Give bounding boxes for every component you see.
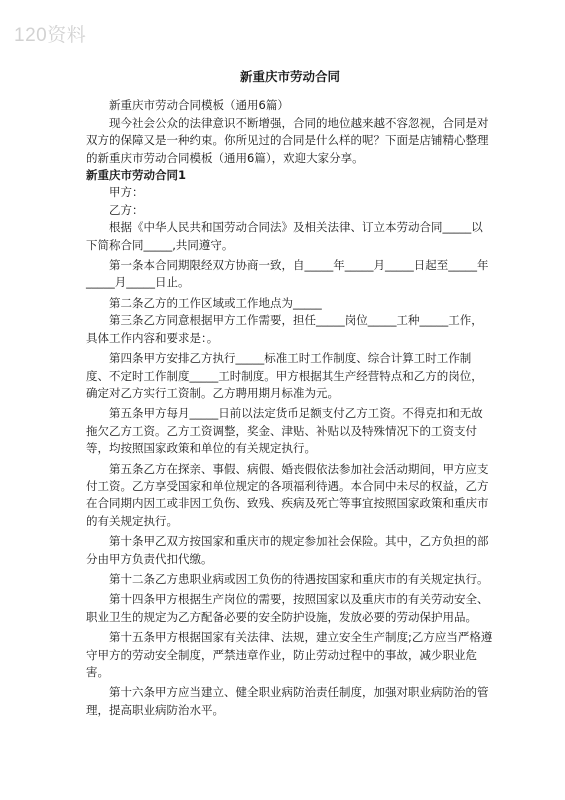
clause-paragraph: 第五条乙方在探亲、事假、病假、婚丧假依法参加社会活动期间，甲方应支付工资。乙方享受国家和单位规定的各项福利待遇。本合同中未尽的权益，乙方在合同期内因工或非因工负伤、致残、疾病及死亡等事宜按照国家政策和重庆市的有关规定执行。 [86, 461, 489, 528]
watermark: 120资料 [14, 25, 87, 46]
party-a-line: 甲方： [109, 185, 144, 200]
clause-paragraph: 根据《中华人民共和国劳动合同法》及相关法律、订立本劳动合同_____以下简称合同_____,共同遵守。 [86, 220, 483, 252]
clause-paragraph: 第十六条甲方应当建立、健全职业病防治责任制度，加强对职业病防治的管理，提高职业病防治水平。 [86, 685, 489, 717]
clause-paragraph: 第十二条乙方患职业病或因工负伤的待遇按国家和重庆市的有关规定执行。 [109, 571, 489, 586]
intro-paragraph: 现今社会公众的法律意识不断增强，合同的地位越来越不容忽视，合同是对双方的保障又是一种约束。你所见过的合同是什么样的呢？下面是店铺精心整理的新重庆市劳动合同模板（通用6篇），欢迎大家分享。 [86, 115, 489, 165]
section-heading: 新重庆市劳动合同1 [86, 168, 187, 183]
clause-paragraph: 第三条乙方同意根据甲方工作需要，担任_____岗位_____工种_____工作，具体工作内容和要求是：。 [86, 313, 483, 345]
intro-lead: 新重庆市劳动合同模板（通用6篇） [109, 98, 289, 113]
clause-paragraph: 第十四条甲方根据生产岗位的需要，按照国家以及重庆市的有关劳动安全、职业卫生的规定为乙方配备必要的安全防护设施，发放必要的劳动保护用品。 [86, 592, 489, 624]
clause-paragraph: 第五条甲方每月_____日前以法定货币足额支付乙方工资。不得克扣和无故拖欠乙方工资。乙方工资调整，奖金、津贴、补贴以及特殊情况下的工资支付等，均按照国家政策和单位的有关规定执行。 [86, 406, 483, 456]
clause-paragraph: 第一条本合同期限经双方协商一致，自_____年_____月_____日起至_____年_____月_____日止。 [86, 258, 489, 290]
clause-paragraph: 第四条甲方安排乙方执行_____标准工时工作制度、综合计算工时工作制度、不定时工作制度_____工时制度。甲方根据其生产经营特点和乙方的岗位，确定对乙方实行工资制。乙方聘用期月标准为元。 [86, 351, 483, 400]
document-title: 新重庆市劳动合同 [239, 69, 340, 84]
clause-paragraph: 第二条乙方的工作区域或工作地点为_____ [109, 295, 322, 310]
clause-paragraph: 第十五条甲方根据国家有关法律、法规，建立安全生产制度;乙方应当严格遵守甲方的劳动安全制度，严禁违章作业，防止劳动过程中的事故，减少职业危害。 [86, 630, 493, 679]
document-page [86, 68, 494, 719]
party-b-line: 乙方： [109, 202, 144, 217]
clause-paragraph: 第十条甲乙双方按国家和重庆市的规定参加社会保险。其中，乙方负担的部分由甲方负责代扣代缴。 [86, 534, 489, 566]
